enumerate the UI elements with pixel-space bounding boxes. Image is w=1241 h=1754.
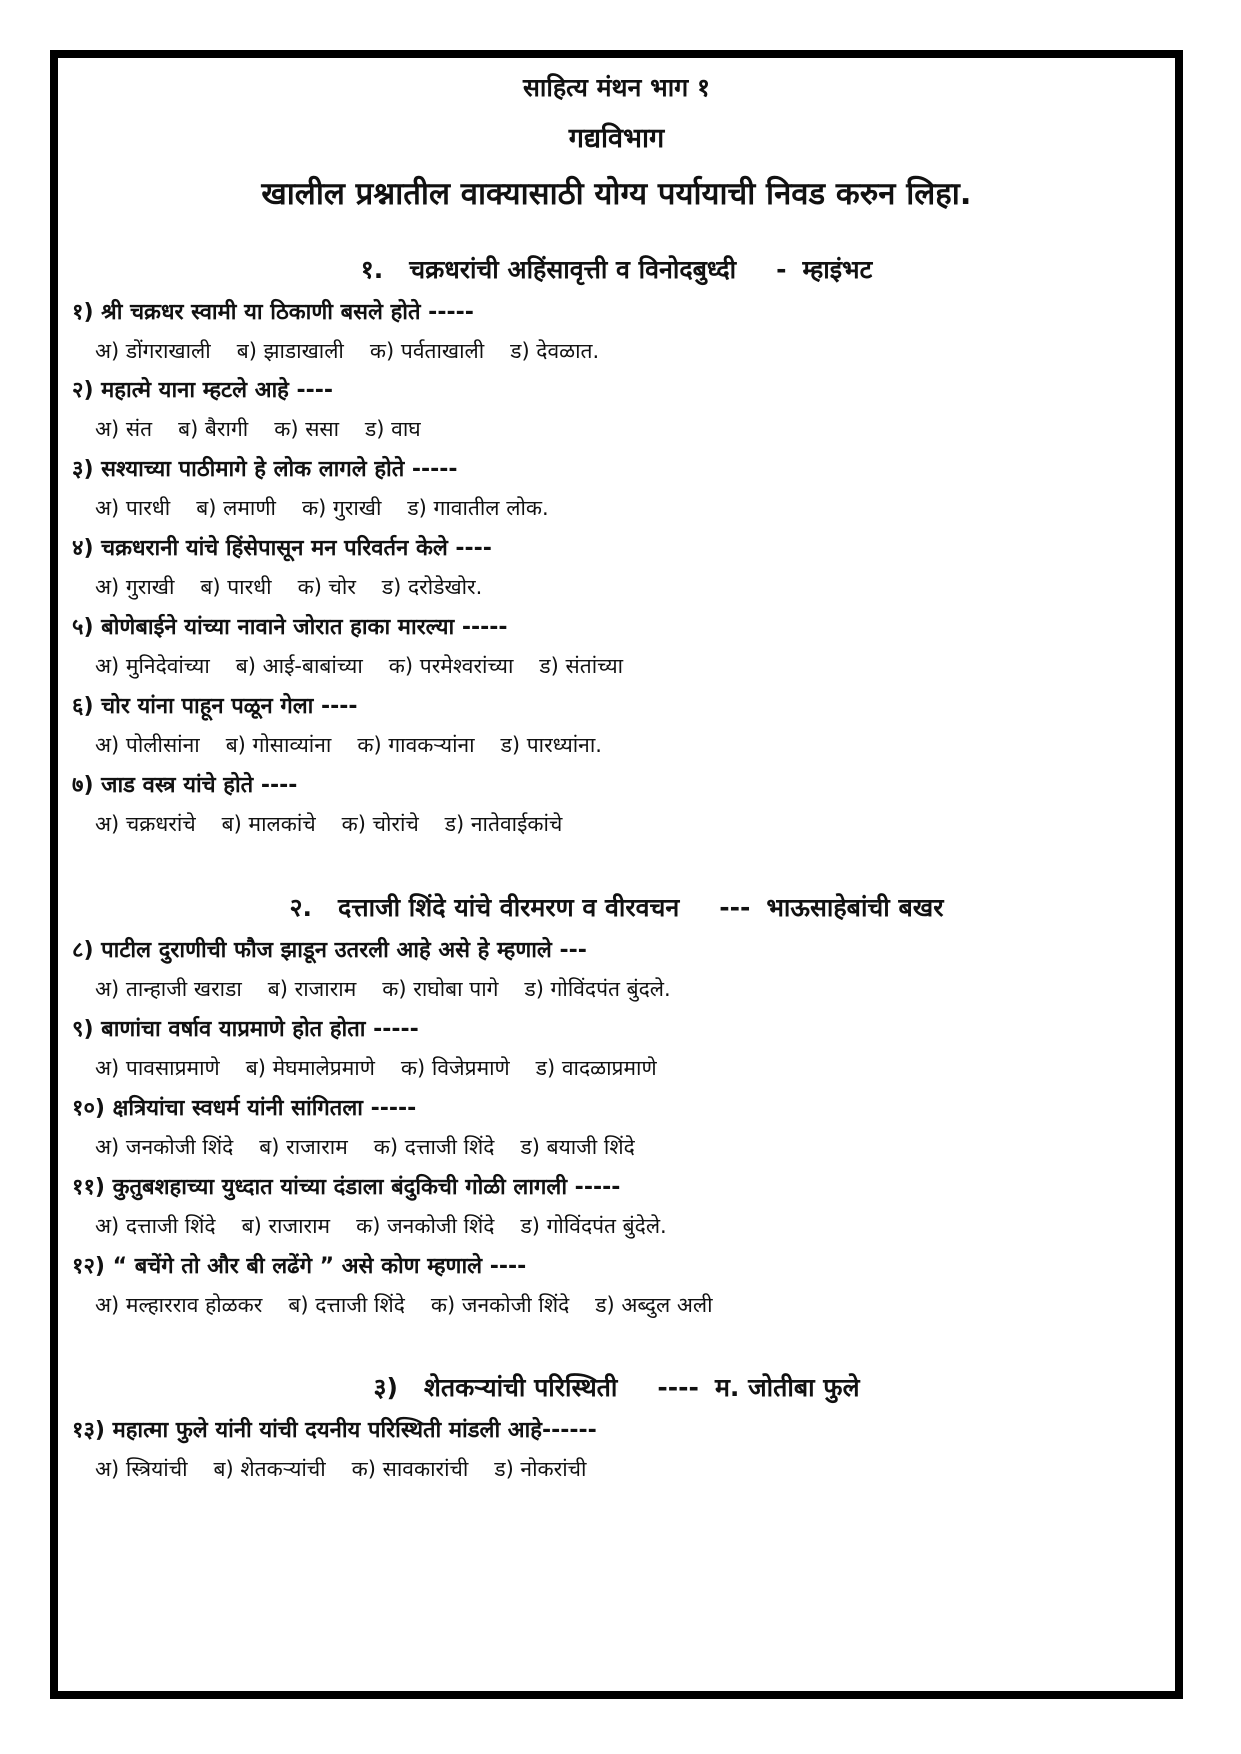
chapter-number: ३) <box>373 1373 398 1402</box>
option-a: अ) मुनिदेवांच्या <box>95 654 210 678</box>
option-c: क) ससा <box>274 417 340 441</box>
option-b: ब) शेतकऱ्यांची <box>213 1457 326 1481</box>
question: ९) बाणांचा वर्षाव याप्रमाणे होत होता ----- <box>72 1017 419 1042</box>
chapter-title: दत्ताजी शिंदे यांचे वीरमरण व वीरवचन <box>338 893 680 922</box>
chapter-author: भाऊसाहेबांची बखर <box>766 893 944 922</box>
option-a: अ) चक्रधरांचे <box>95 812 196 836</box>
option-c: क) गावकऱ्यांना <box>357 733 475 757</box>
option-d: ड) पारध्यांना. <box>500 733 602 757</box>
book-title: साहित्य मंथन भाग १ <box>523 73 710 102</box>
option-b: ब) लमाणी <box>196 496 276 520</box>
option-c: क) दत्ताजी शिंदे <box>373 1135 495 1159</box>
chapter-heading <box>58 890 1175 924</box>
options-row <box>95 337 625 365</box>
option-b: ब) गोसाव्यांना <box>225 733 332 757</box>
options-row <box>95 975 697 1003</box>
option-d: ड) नातेवाईकांचे <box>444 812 563 836</box>
option-b: ब) राजाराम <box>241 1214 331 1238</box>
option-b: ब) आई-बाबांच्या <box>235 654 363 678</box>
option-b: ब) झाडाखाली <box>236 339 344 363</box>
option-d: ड) गोविंदपंत बुंदले. <box>524 977 671 1001</box>
options-row <box>95 652 649 680</box>
question: ७) जाड वस्त्र यांचे होते ---- <box>72 773 298 798</box>
chapter-heading <box>58 1370 1175 1404</box>
question: ३) सश्याच्या पाठीमागे हे लोक लागले होते ----- <box>72 457 458 482</box>
option-a: अ) पावसाप्रमाणे <box>95 1056 220 1080</box>
question: १०) क्षत्रियांचा स्वधर्म यांनी सांगितला ----- <box>72 1096 417 1121</box>
question: २) महात्मे याना म्हटले आहे ---- <box>72 378 334 403</box>
options-row <box>95 1054 683 1082</box>
option-c: क) राघोबा पागे <box>382 977 499 1001</box>
chapter-heading <box>58 252 1175 286</box>
question: ११) कुतुबशहाच्या युध्दात यांच्या दंडाला बंदुकिची गोळी लागली ----- <box>72 1175 621 1200</box>
option-c: क) चोर <box>297 575 356 599</box>
option-d: ड) वाघ <box>365 417 421 441</box>
option-c: क) विजेप्रमाणे <box>400 1056 510 1080</box>
options-row <box>95 1133 661 1161</box>
options-row <box>95 810 588 838</box>
option-d: ड) नोकरांची <box>494 1457 587 1481</box>
question: १) श्री चक्रधर स्वामी या ठिकाणी बसले होते ----- <box>72 300 474 325</box>
option-a: अ) दत्ताजी शिंदे <box>95 1214 216 1238</box>
option-a: अ) पोलीसांना <box>95 733 200 757</box>
option-d: ड) गावातील लोक. <box>407 496 549 520</box>
option-c: क) पर्वताखाली <box>369 339 485 363</box>
chapter-author: म्हाइंभट <box>802 255 873 284</box>
option-a: अ) संत <box>95 417 153 441</box>
question: १२) “ बचेंगे तो और बी लढेंगे ” असे कोण म्हणाले ---- <box>72 1254 527 1279</box>
chapter-separator: ---- <box>657 1373 699 1402</box>
chapter-separator: --- <box>719 893 751 922</box>
chapter-title: चक्रधरांची अहिंसावृत्ती व विनोदबुध्दी <box>409 255 737 284</box>
options-row <box>95 1291 739 1319</box>
option-d: ड) अब्दुल अली <box>595 1293 713 1317</box>
chapter-title: शेतकऱ्यांची परिस्थिती <box>423 1373 618 1402</box>
chapter-number: २. <box>289 893 313 922</box>
option-c: क) परमेश्वरांच्या <box>388 654 514 678</box>
option-d: ड) गोविंदपंत बुंदेले. <box>520 1214 667 1238</box>
options-row <box>95 1212 693 1240</box>
chapter-separator: - <box>776 255 787 284</box>
options-row <box>95 494 575 522</box>
chapter-author: म. जोतीबा फुले <box>714 1373 860 1402</box>
option-a: अ) डोंगराखाली <box>95 339 211 363</box>
option-b: ब) मालकांचे <box>221 812 316 836</box>
option-b: ब) राजाराम <box>259 1135 348 1159</box>
option-a: अ) पारधी <box>95 496 171 520</box>
option-a: अ) गुराखी <box>95 575 175 599</box>
options-row <box>95 731 628 759</box>
option-b: ब) दत्ताजी शिंदे <box>288 1293 405 1317</box>
option-d: ड) संतांच्या <box>539 654 624 678</box>
option-a: अ) तान्हाजी खराडा <box>95 977 242 1001</box>
option-a: अ) मल्हारराव होळकर <box>95 1293 263 1317</box>
options-row <box>95 415 447 443</box>
option-c: क) जनकोजी शिंदे <box>356 1214 495 1238</box>
option-c: क) चोरांचे <box>341 812 419 836</box>
chapter-number: १. <box>360 255 384 284</box>
option-d: ड) देवळात. <box>510 339 600 363</box>
question: ६) चोर यांना पाहून पळून गेला ---- <box>72 694 358 719</box>
option-c: क) जनकोजी शिंदे <box>430 1293 570 1317</box>
option-a: अ) स्त्रियांची <box>95 1457 188 1481</box>
question: ४) चक्रधरानी यांचे हिंसेपासून मन परिवर्तन केले ---- <box>72 536 492 561</box>
option-c: क) सावकारांची <box>351 1457 469 1481</box>
section-title: गद्यविभाग <box>568 123 665 154</box>
options-row <box>95 1455 612 1483</box>
option-d: ड) वादळाप्रमाणे <box>535 1056 657 1080</box>
instruction-heading: खालील प्रश्नातील वाक्यासाठी योग्य पर्यायाची निवड करुन लिहा. <box>261 176 972 212</box>
question: १३) महात्मा फुले यांनी यांची दयनीय परिस्थिती मांडली आहे------ <box>72 1418 597 1443</box>
option-d: ड) बयाजी शिंदे <box>520 1135 635 1159</box>
option-b: ब) राजाराम <box>267 977 357 1001</box>
option-b: ब) बैरागी <box>178 417 249 441</box>
option-d: ड) दरोडेखोर. <box>381 575 483 599</box>
option-c: क) गुराखी <box>301 496 382 520</box>
option-b: ब) मेघमालेप्रमाणे <box>245 1056 375 1080</box>
option-a: अ) जनकोजी शिंदे <box>95 1135 234 1159</box>
options-row <box>95 573 508 601</box>
question: ८) पाटील दुराणीची फौज झाडून उतरली आहे असे हे म्हणाले --- <box>72 938 587 963</box>
question: ५) बोणेबाईने यांच्या नावाने जोरात हाका मारल्या ----- <box>72 615 508 640</box>
option-b: ब) पारधी <box>200 575 272 599</box>
